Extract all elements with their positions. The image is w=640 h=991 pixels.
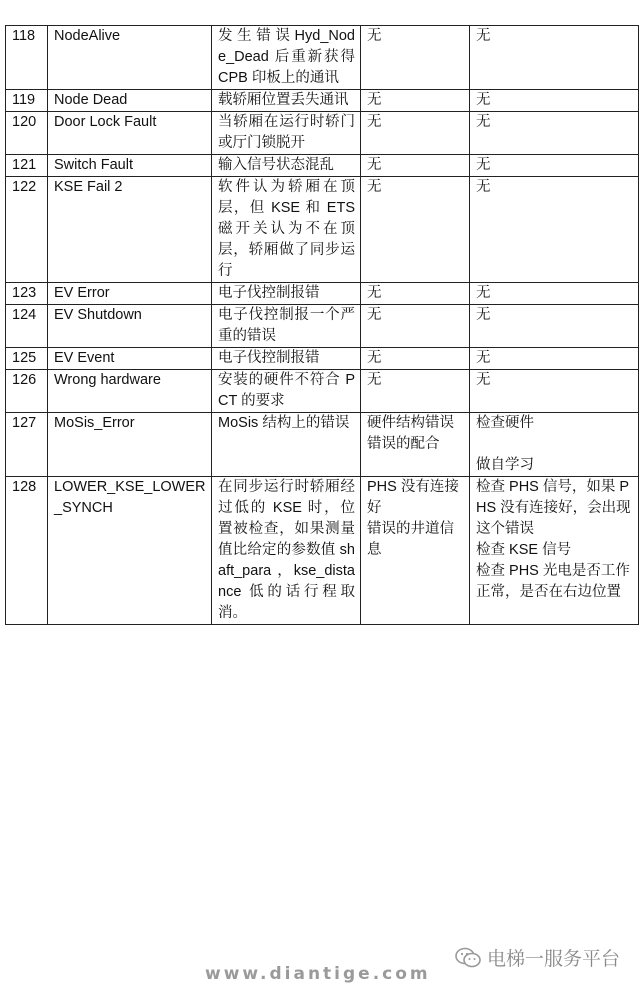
fault-cause-cell: 无 [361, 305, 470, 348]
footer-website: www.diantige.com [205, 964, 431, 984]
fault-code-cell: 121 [6, 155, 48, 177]
fault-code-cell: 125 [6, 348, 48, 370]
table-row [6, 26, 639, 90]
fault-name-cell: Wrong hardware [48, 370, 212, 413]
fault-action-cell: 无 [470, 155, 639, 177]
fault-action-cell: 无 [470, 370, 639, 413]
fault-code-cell: 124 [6, 305, 48, 348]
fault-action-cell: 无 [470, 348, 639, 370]
footer-brand-text: 电梯一服务平台 [486, 948, 620, 970]
fault-cause-cell [361, 413, 470, 477]
fault-action-cell: 无 [470, 90, 639, 112]
footer-brand [455, 944, 620, 971]
fault-cause-cell [361, 477, 470, 625]
fault-description-cell: 发 生 错 误 Hyd_Node_Dead 后重新获得 CPB 印板上的通讯 [212, 26, 361, 90]
fault-cause-line: 硬件结构错误 [367, 415, 454, 431]
fault-cause-cell: 无 [361, 348, 470, 370]
fault-name-cell: EV Error [48, 283, 212, 305]
table-row [6, 112, 639, 155]
fault-action-line: 检查 PHS 光电是否工作正常，是否在右边位置 [476, 563, 630, 600]
table-row [6, 370, 639, 413]
table-row [6, 155, 639, 177]
table-row [6, 177, 639, 283]
fault-cause-cell: 无 [361, 283, 470, 305]
fault-description-cell: 当轿厢在运行时轿门或厅门锁脱开 [212, 112, 361, 155]
table-row [6, 348, 639, 370]
fault-code-table [5, 25, 639, 625]
fault-code-cell: 119 [6, 90, 48, 112]
fault-action-cell: 无 [470, 283, 639, 305]
fault-action-line [476, 434, 633, 455]
fault-action-cell: 无 [470, 177, 639, 283]
fault-action-cell: 无 [470, 305, 639, 348]
fault-code-cell: 127 [6, 413, 48, 477]
fault-cause-cell: 无 [361, 177, 470, 283]
fault-description-cell: 安装的硬件不符合 PCT 的要求 [212, 370, 361, 413]
table-row [6, 305, 639, 348]
table-row [6, 283, 639, 305]
fault-cause-cell: 无 [361, 155, 470, 177]
fault-code-cell: 122 [6, 177, 48, 283]
fault-name-cell: EV Shutdown [48, 305, 212, 348]
fault-action-cell [470, 413, 639, 477]
fault-action-line: 检查 KSE 信号 [476, 542, 572, 558]
table-row [6, 413, 639, 477]
fault-action-cell: 无 [470, 26, 639, 90]
fault-action-line: 检查硬件 [476, 415, 534, 431]
fault-action-cell [470, 477, 639, 625]
table-row [6, 477, 639, 625]
fault-code-cell: 118 [6, 26, 48, 90]
fault-name-cell: Door Lock Fault [48, 112, 212, 155]
fault-name-cell: Switch Fault [48, 155, 212, 177]
fault-name-cell: EV Event [48, 348, 212, 370]
fault-code-cell: 123 [6, 283, 48, 305]
fault-cause-cell: 无 [361, 370, 470, 413]
fault-description-cell: 在同步运行时轿厢经过低的 KSE 时，位置被检查，如果测量值比给定的参数值 shaft_para ，kse_distance 低的话行程取消。 [212, 477, 361, 625]
fault-cause-line: PHS 没有连接好 [367, 479, 459, 516]
fault-cause-cell: 无 [361, 26, 470, 90]
fault-action-line: 做自学习 [476, 457, 534, 473]
fault-description-cell: 载轿厢位置丢失通讯 [212, 90, 361, 112]
fault-name-cell: KSE Fail 2 [48, 177, 212, 283]
fault-description-cell: MoSis 结构上的错误 [212, 413, 361, 477]
fault-name-cell: MoSis_Error [48, 413, 212, 477]
fault-cause-cell: 无 [361, 90, 470, 112]
fault-description-cell: 软件认为轿厢在顶层，但 KSE 和 ETS 磁开关认为不在顶层，轿厢做了同步运行 [212, 177, 361, 283]
fault-description-cell: 电子伐控制报错 [212, 348, 361, 370]
fault-code-cell: 128 [6, 477, 48, 625]
fault-action-line: 检查 PHS 信号，如果 PHS 没有连接好，会出现这个错误 [476, 479, 631, 537]
wechat-icon [455, 947, 481, 969]
fault-description-cell: 电子伐控制报错 [212, 283, 361, 305]
fault-code-table-body [6, 26, 639, 625]
fault-code-table-container [5, 25, 633, 625]
fault-name-cell: Node Dead [48, 90, 212, 112]
fault-cause-line: 错误的配合 [367, 436, 440, 452]
fault-description-cell: 输入信号状态混乱 [212, 155, 361, 177]
fault-code-cell: 126 [6, 370, 48, 413]
fault-name-cell: LOWER_KSE_LOWER_SYNCH [48, 477, 212, 625]
footer [0, 940, 640, 991]
table-row [6, 90, 639, 112]
fault-action-cell: 无 [470, 112, 639, 155]
fault-cause-line: 错误的井道信息 [367, 521, 454, 558]
fault-cause-cell: 无 [361, 112, 470, 155]
fault-description-cell: 电子伐控制报一个严重的错误 [212, 305, 361, 348]
fault-name-cell: NodeAlive [48, 26, 212, 90]
fault-code-cell: 120 [6, 112, 48, 155]
